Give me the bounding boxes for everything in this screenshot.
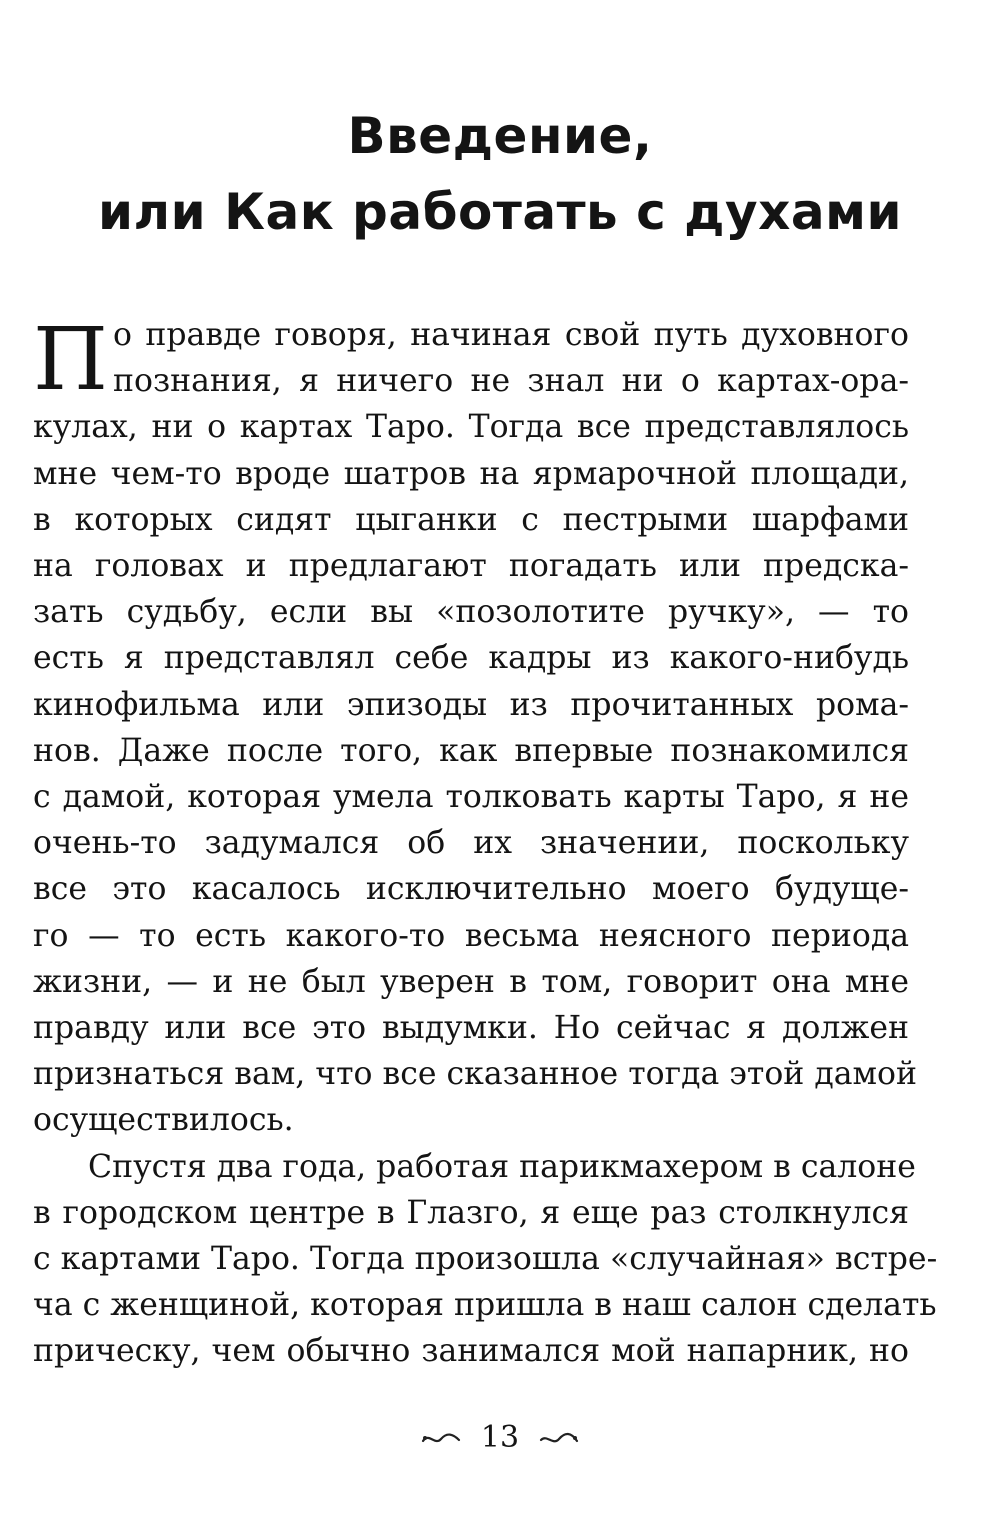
text-line: все это касалось исключительно моего будуще- [33,871,909,908]
text-line: жизни, — и не был уверен в том, говорит она мне [33,963,909,1000]
drop-cap: П [33,310,108,410]
text-line: в городском центре в Глазго, я еще раз столкнулся [33,1194,909,1231]
text-line: с дамой, которая умела толковать карты Таро, я не [33,779,909,816]
text-line: о правде говоря, начиная свой путь духовного [113,317,909,353]
text-line: кулах, ни о картах Таро. Тогда все представлялось [33,409,909,446]
text-line: кинофильма или эпизоды из прочитанных рома- [33,686,909,723]
text-line: познания, я ничего не знал ни о картах-ора- [113,363,909,400]
chapter-heading [0,98,1000,250]
text-line: зать судьбу, если вы «позолотите ручку», — то [33,594,909,631]
text-line: с картами Таро. Тогда произошла «случайная» встре- [33,1241,938,1278]
text-line: в которых сидят цыганки с пестрыми шарфами [33,501,909,538]
text-line: прическу, чем обычно занимался мой напарник, но [33,1333,909,1370]
chapter-heading-line-2: или Как работать с духами [98,183,902,241]
text-line: нов. Даже после того, как впервые познакомился [33,732,909,769]
body-text [33,310,938,1375]
text-line: го — то есть какого-то весьма неясного периода [33,917,909,954]
left-flourish-icon [421,1419,461,1459]
text-line: есть я представлял себе кадры из какого-нибудь [33,640,909,677]
text-line: мне чем-то вроде шатров на ярмарочной площади, [33,455,909,492]
text-line: правду или все это выдумки. Но сейчас я должен [33,1010,909,1047]
text-line: на головах и предлагают погадать или предска- [33,548,909,585]
text-line: ча с женщиной, которая пришла в наш салон сделать [33,1287,937,1324]
text-line: признаться вам, что все сказанное тогда этой дамой [33,1056,917,1093]
page-footer [0,1418,1000,1459]
text-line: осуществилось. [33,1102,294,1139]
text-line: очень-то задумался об их значении, поскольку [33,825,909,862]
text-line: Спустя два года, работая парикмахером в салоне [88,1148,916,1185]
right-flourish-icon [539,1419,579,1459]
chapter-heading-line-1: Введение, [347,107,653,165]
page-number: 13 [480,1420,520,1455]
